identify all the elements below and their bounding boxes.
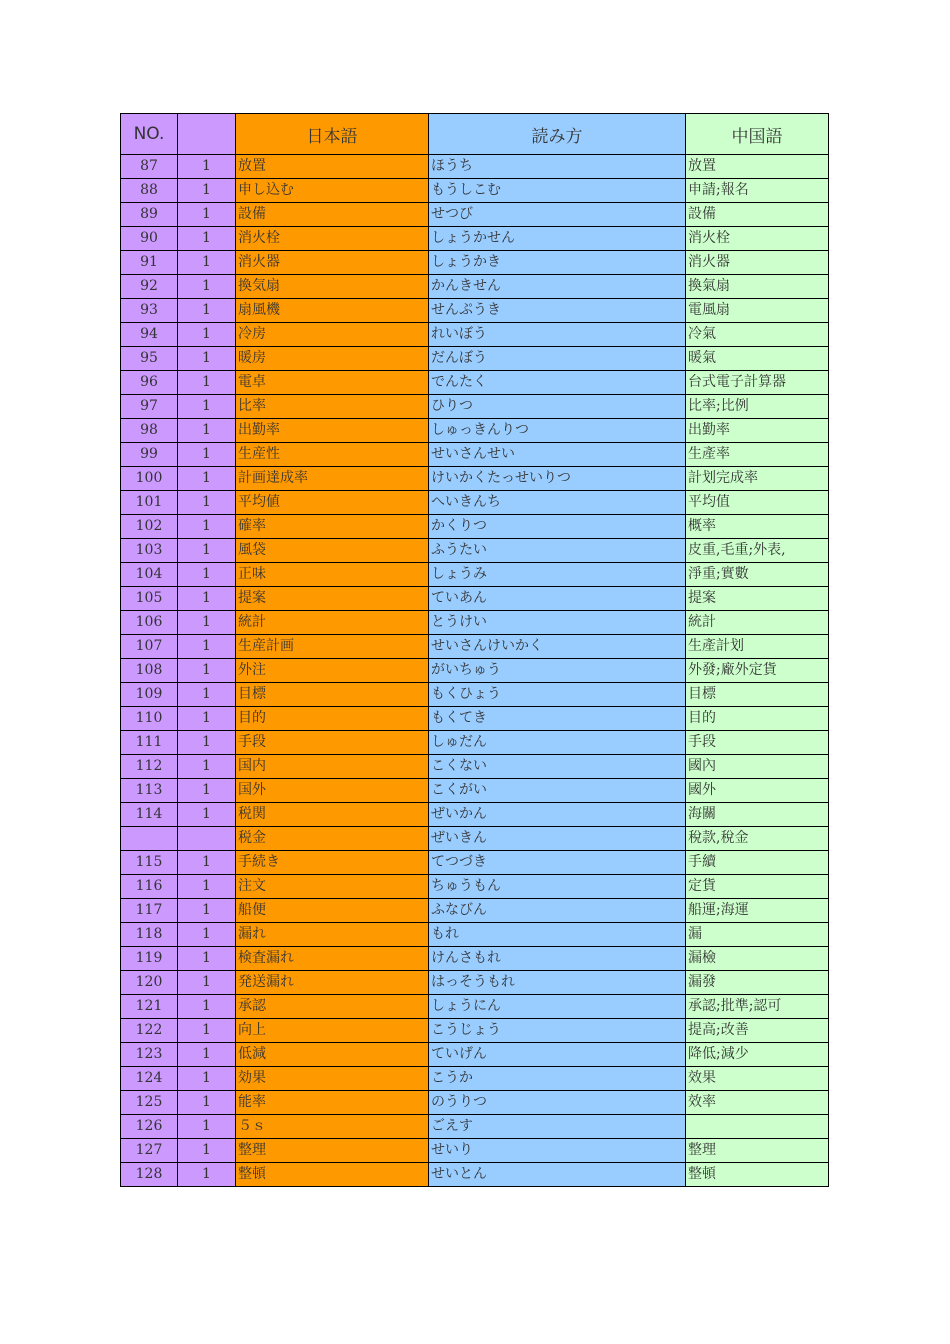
cell-level: 1 [178,323,236,347]
cell-level: 1 [178,611,236,635]
cell-chinese: 手續 [686,851,829,875]
cell-reading: せんぷうき [429,299,686,323]
cell-reading: かくりつ [429,515,686,539]
cell-level: 1 [178,515,236,539]
cell-chinese: 國內 [686,755,829,779]
cell-no: 106 [121,611,178,635]
cell-no: 116 [121,875,178,899]
cell-chinese: 放置 [686,155,829,179]
cell-japanese: 国内 [236,755,429,779]
cell-level: 1 [178,755,236,779]
table-row [121,1139,829,1163]
cell-level: 1 [178,467,236,491]
cell-japanese: 計画達成率 [236,467,429,491]
cell-chinese: 台式電子計算器 [686,371,829,395]
table-row [121,875,829,899]
header-level [178,114,236,155]
table-row [121,851,829,875]
cell-reading: ていあん [429,587,686,611]
table-row [121,611,829,635]
table-row [121,443,829,467]
cell-reading: もくひょう [429,683,686,707]
cell-reading: けいかくたっせいりつ [429,467,686,491]
cell-level: 1 [178,563,236,587]
cell-chinese: 手段 [686,731,829,755]
cell-reading: れいぼう [429,323,686,347]
cell-japanese: 換気扇 [236,275,429,299]
cell-no: 128 [121,1163,178,1187]
cell-reading: もれ [429,923,686,947]
cell-level: 1 [178,227,236,251]
cell-reading: とうけい [429,611,686,635]
cell-reading: ぜいかん [429,803,686,827]
cell-no: 126 [121,1115,178,1139]
table-row [121,659,829,683]
cell-japanese: 申し込む [236,179,429,203]
cell-japanese: 風袋 [236,539,429,563]
table-row [121,683,829,707]
table-row [121,779,829,803]
cell-chinese: 設備 [686,203,829,227]
cell-reading: てつづき [429,851,686,875]
cell-level: 1 [178,899,236,923]
cell-japanese: 提案 [236,587,429,611]
vocabulary-table [120,113,829,1187]
cell-japanese: 検査漏れ [236,947,429,971]
table-row [121,755,829,779]
cell-level: 1 [178,203,236,227]
cell-no: 103 [121,539,178,563]
cell-chinese: 漏檢 [686,947,829,971]
cell-japanese: 手続き [236,851,429,875]
cell-japanese: 出勤率 [236,419,429,443]
cell-chinese: 出勤率 [686,419,829,443]
table-row [121,515,829,539]
cell-reading: しゅだん [429,731,686,755]
cell-no: 119 [121,947,178,971]
cell-level: 1 [178,1043,236,1067]
cell-reading: こくない [429,755,686,779]
cell-no: 99 [121,443,178,467]
table-row [121,1115,829,1139]
cell-chinese: 生產計划 [686,635,829,659]
cell-reading: けんさもれ [429,947,686,971]
cell-no: 122 [121,1019,178,1043]
table-row [121,635,829,659]
table-row [121,563,829,587]
cell-chinese: 提案 [686,587,829,611]
table-row [121,539,829,563]
cell-japanese: 税関 [236,803,429,827]
cell-reading: ていげん [429,1043,686,1067]
cell-japanese: 設備 [236,203,429,227]
cell-japanese: 生産性 [236,443,429,467]
cell-reading: ぜいきん [429,827,686,851]
cell-level: 1 [178,779,236,803]
header-reading: 読み方 [429,114,686,155]
cell-chinese: 目標 [686,683,829,707]
cell-japanese: 平均値 [236,491,429,515]
cell-no [121,827,178,851]
cell-level: 1 [178,683,236,707]
cell-japanese: 扇風機 [236,299,429,323]
cell-no: 98 [121,419,178,443]
table-row [121,827,829,851]
table-row [121,203,829,227]
table-row [121,155,829,179]
cell-no: 120 [121,971,178,995]
table-row [121,323,829,347]
cell-chinese: 漏 [686,923,829,947]
cell-japanese: 税金 [236,827,429,851]
cell-japanese: 外注 [236,659,429,683]
cell-reading: はっそうもれ [429,971,686,995]
cell-japanese: 漏れ [236,923,429,947]
cell-level: 1 [178,635,236,659]
header-japanese: 日本語 [236,114,429,155]
table-row [121,371,829,395]
cell-no: 102 [121,515,178,539]
cell-japanese: 正味 [236,563,429,587]
cell-level: 1 [178,995,236,1019]
cell-level: 1 [178,395,236,419]
cell-reading: ごえす [429,1115,686,1139]
cell-reading: せいとん [429,1163,686,1187]
cell-reading: ふなびん [429,899,686,923]
cell-no: 96 [121,371,178,395]
cell-no: 109 [121,683,178,707]
cell-level: 1 [178,419,236,443]
header-no: NO. [121,114,178,155]
cell-no: 114 [121,803,178,827]
cell-level: 1 [178,947,236,971]
cell-reading: しょうみ [429,563,686,587]
cell-level: 1 [178,539,236,563]
cell-reading: しょうにん [429,995,686,1019]
cell-level: 1 [178,587,236,611]
table-row [121,275,829,299]
cell-no: 124 [121,1067,178,1091]
table-row [121,1091,829,1115]
cell-level: 1 [178,707,236,731]
cell-chinese: 生產率 [686,443,829,467]
cell-japanese: 国外 [236,779,429,803]
cell-reading: しゅっきんりつ [429,419,686,443]
table-row [121,467,829,491]
cell-no: 91 [121,251,178,275]
cell-level: 1 [178,1067,236,1091]
cell-reading: ちゅうもん [429,875,686,899]
cell-chinese: 國外 [686,779,829,803]
cell-chinese: 提高;改善 [686,1019,829,1043]
table-row [121,1163,829,1187]
cell-no: 123 [121,1043,178,1067]
cell-japanese: 消火器 [236,251,429,275]
cell-chinese: 效果 [686,1067,829,1091]
cell-level: 1 [178,1139,236,1163]
cell-chinese: 計划完成率 [686,467,829,491]
cell-japanese: 目的 [236,707,429,731]
cell-chinese: 皮重,毛重;外表, [686,539,829,563]
cell-reading: こうか [429,1067,686,1091]
cell-japanese: 注文 [236,875,429,899]
cell-no: 104 [121,563,178,587]
cell-no: 127 [121,1139,178,1163]
cell-japanese: 比率 [236,395,429,419]
table-row [121,1043,829,1067]
cell-chinese: 外發;廠外定貨 [686,659,829,683]
cell-no: 93 [121,299,178,323]
cell-chinese: 漏發 [686,971,829,995]
cell-japanese: 消火栓 [236,227,429,251]
cell-reading: かんきせん [429,275,686,299]
cell-level: 1 [178,155,236,179]
cell-reading: ふうたい [429,539,686,563]
table-row [121,395,829,419]
table-row [121,587,829,611]
cell-level: 1 [178,875,236,899]
cell-no: 101 [121,491,178,515]
cell-no: 108 [121,659,178,683]
cell-level [178,827,236,851]
cell-reading: せいり [429,1139,686,1163]
cell-reading: せつび [429,203,686,227]
cell-level: 1 [178,1019,236,1043]
cell-no: 105 [121,587,178,611]
cell-japanese: 確率 [236,515,429,539]
cell-japanese: 発送漏れ [236,971,429,995]
cell-japanese: 承認 [236,995,429,1019]
cell-no: 100 [121,467,178,491]
cell-chinese: 稅款,稅金 [686,827,829,851]
cell-chinese: 比率;比例 [686,395,829,419]
cell-no: 90 [121,227,178,251]
cell-reading: だんぼう [429,347,686,371]
cell-reading: もくてき [429,707,686,731]
cell-japanese: 電卓 [236,371,429,395]
cell-no: 118 [121,923,178,947]
header-chinese: 中国語 [686,114,829,155]
cell-chinese: 目的 [686,707,829,731]
cell-japanese: 統計 [236,611,429,635]
table-row [121,731,829,755]
cell-level: 1 [178,1163,236,1187]
cell-chinese: 暖氣 [686,347,829,371]
cell-reading: せいさんせい [429,443,686,467]
table-row [121,899,829,923]
cell-chinese: 統計 [686,611,829,635]
cell-japanese: 目標 [236,683,429,707]
cell-japanese: 整頓 [236,1163,429,1187]
table-row [121,707,829,731]
cell-chinese: 平均值 [686,491,829,515]
table-row [121,347,829,371]
cell-chinese: 船運;海運 [686,899,829,923]
cell-japanese: 整理 [236,1139,429,1163]
cell-chinese: 海關 [686,803,829,827]
table-row [121,1019,829,1043]
table-body [121,155,829,1187]
cell-no: 121 [121,995,178,1019]
cell-no: 111 [121,731,178,755]
cell-chinese [686,1115,829,1139]
cell-no: 94 [121,323,178,347]
cell-level: 1 [178,347,236,371]
cell-level: 1 [178,803,236,827]
cell-reading: こくがい [429,779,686,803]
table-row [121,1067,829,1091]
cell-no: 112 [121,755,178,779]
cell-japanese: 手段 [236,731,429,755]
cell-no: 115 [121,851,178,875]
cell-level: 1 [178,491,236,515]
cell-no: 89 [121,203,178,227]
cell-level: 1 [178,851,236,875]
cell-japanese: 放置 [236,155,429,179]
table-row [121,923,829,947]
cell-no: 87 [121,155,178,179]
cell-chinese: 整理 [686,1139,829,1163]
cell-japanese: 効果 [236,1067,429,1091]
cell-japanese: 生産計画 [236,635,429,659]
cell-no: 117 [121,899,178,923]
cell-chinese: 消火器 [686,251,829,275]
table-row [121,995,829,1019]
cell-chinese: 概率 [686,515,829,539]
cell-reading: へいきんち [429,491,686,515]
cell-japanese: 船便 [236,899,429,923]
cell-level: 1 [178,731,236,755]
cell-japanese: ５ｓ [236,1115,429,1139]
header-row [121,114,829,155]
cell-level: 1 [178,1115,236,1139]
table-row [121,419,829,443]
table-row [121,227,829,251]
cell-no: 113 [121,779,178,803]
table-row [121,251,829,275]
cell-level: 1 [178,299,236,323]
cell-no: 88 [121,179,178,203]
cell-no: 92 [121,275,178,299]
cell-chinese: 淨重;實數 [686,563,829,587]
cell-reading: ほうち [429,155,686,179]
cell-chinese: 冷氣 [686,323,829,347]
cell-reading: せいさんけいかく [429,635,686,659]
cell-reading: がいちゅう [429,659,686,683]
cell-level: 1 [178,923,236,947]
cell-level: 1 [178,1091,236,1115]
cell-no: 107 [121,635,178,659]
cell-chinese: 消火栓 [686,227,829,251]
cell-japanese: 低減 [236,1043,429,1067]
cell-reading: のうりつ [429,1091,686,1115]
cell-chinese: 申請;報名 [686,179,829,203]
table-row [121,491,829,515]
cell-no: 125 [121,1091,178,1115]
cell-reading: しょうかき [429,251,686,275]
cell-chinese: 定貨 [686,875,829,899]
cell-level: 1 [178,971,236,995]
cell-reading: しょうかせん [429,227,686,251]
cell-japanese: 暖房 [236,347,429,371]
cell-japanese: 冷房 [236,323,429,347]
cell-level: 1 [178,371,236,395]
cell-reading: もうしこむ [429,179,686,203]
cell-chinese: 效率 [686,1091,829,1115]
cell-chinese: 整頓 [686,1163,829,1187]
cell-level: 1 [178,179,236,203]
table-row [121,803,829,827]
cell-no: 110 [121,707,178,731]
cell-japanese: 能率 [236,1091,429,1115]
cell-level: 1 [178,251,236,275]
table-row [121,947,829,971]
cell-no: 97 [121,395,178,419]
cell-chinese: 降低;減少 [686,1043,829,1067]
table-row [121,299,829,323]
cell-level: 1 [178,443,236,467]
cell-japanese: 向上 [236,1019,429,1043]
cell-reading: ひりつ [429,395,686,419]
cell-chinese: 電風扇 [686,299,829,323]
cell-no: 95 [121,347,178,371]
cell-chinese: 換氣扇 [686,275,829,299]
cell-reading: こうじょう [429,1019,686,1043]
table-row [121,971,829,995]
table-row [121,179,829,203]
cell-level: 1 [178,275,236,299]
cell-chinese: 承認;批準;認可 [686,995,829,1019]
cell-reading: でんたく [429,371,686,395]
cell-level: 1 [178,659,236,683]
